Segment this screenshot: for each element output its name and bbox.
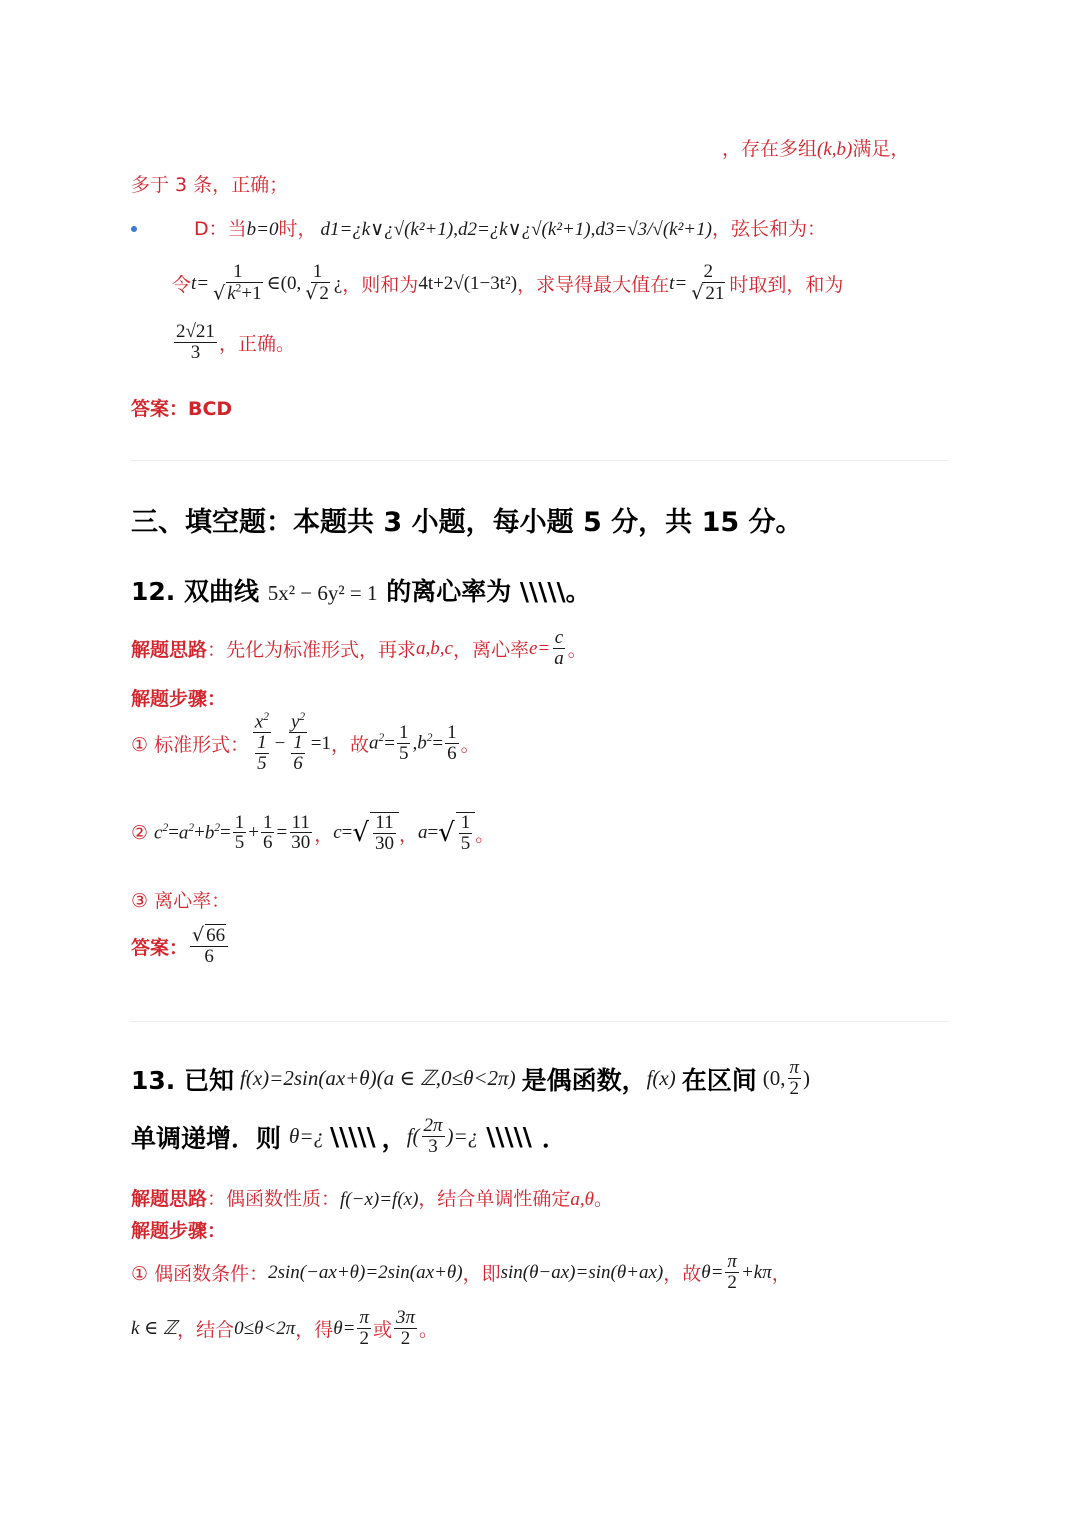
answer-label: 答案： xyxy=(131,937,189,960)
e-expr: e= xyxy=(528,637,551,659)
item-d-label: D：当 xyxy=(194,218,247,240)
step1-end: 。 xyxy=(460,734,480,757)
combine-text: ，结合 xyxy=(177,1319,235,1342)
or-text: 或 xyxy=(372,1319,392,1342)
q13-title: 13. 已知 f(x)=2sin(ax+θ)(a ∈ ℤ,0≤θ<2π) 是偶函数， f(x) 在区间 (0, $\frac{\pi}{2}$ ) xyxy=(131,1057,811,1099)
d2-expr: d2=¿k∨¿√(k²+1) xyxy=(457,219,591,240)
section3-title: 三、填空题：本题共 3 小题，每小题 5 分，共 15 分。 xyxy=(131,507,803,538)
x2-over-1-5: $\frac{x^2}{\frac{1}{5}}$ xyxy=(254,711,269,775)
theta-expr: θ=¿ xyxy=(289,1124,325,1149)
answer-fraction: $\frac{√ 66}{6}$ xyxy=(190,926,228,968)
get-text: ，得 xyxy=(295,1319,334,1342)
idea-vars: a,b,c xyxy=(416,637,453,659)
q12-step3: ③ 离心率： xyxy=(131,890,231,912)
blank-1: \\\\\ xyxy=(330,1122,376,1152)
idea-text: ：先化为标准形式，再求 xyxy=(207,639,417,662)
q13-step1: ① 偶函数条件： 2sin(−ax+θ)=2sin(ax+θ) ，即 sin(θ−ax)=sin(θ+ax) ，故 θ= $\frac{\pi}{2}$ +kπ ， xyxy=(131,1251,791,1293)
q12-equation: 5x² − 6y² = 1 xyxy=(267,581,378,605)
q13-line2-a: 单调递增．则 xyxy=(131,1123,282,1153)
line-more-than-3: 多于 3 条，正确； xyxy=(131,174,289,196)
idea-text: ：偶函数性质： xyxy=(207,1188,341,1210)
top-suffix: 满足， xyxy=(852,138,910,160)
q13-step1b: k ∈ ℤ ，结合 0≤θ<2π ，得 θ= $\frac{\pi}{2}$ 或 $\frac{3\pi}{2}$ 。 xyxy=(131,1307,439,1349)
step1-t3: ， xyxy=(771,1263,791,1286)
result-fraction: $\frac{2√21}{3}$ xyxy=(176,321,215,363)
bullet-icon xyxy=(131,226,137,232)
c-over-a: $\frac{c}{a}$ xyxy=(554,627,564,669)
kb-tuple: (k,b) xyxy=(817,139,853,160)
step1b-end: 。 xyxy=(419,1319,439,1342)
idea-text2: ，离心率 xyxy=(452,639,529,662)
idea-end: 。 xyxy=(594,1188,614,1210)
interval-close: ¿ xyxy=(333,272,343,294)
interval-open: ∈(0, xyxy=(266,273,302,295)
q12-suffix: 的离心率为 \\\\\。 xyxy=(386,577,591,606)
q12-step2: ② $c^2$ = $a^2$ + $b^2$ = $\frac{1}{5}$ + $\frac{1}{6}$ = $\frac{11}{30}$ ， c = √ $\frac{11}{30}$ ， a = √ $\frac{1}{5}$ 。 xyxy=(131,811,495,854)
item-d-cond: b=0 xyxy=(246,219,279,240)
q12-prefix: 12. 双曲线 xyxy=(131,577,259,606)
let-tail: 时取到，和为 xyxy=(729,274,844,297)
idea-label: 解题思路 xyxy=(131,1188,208,1210)
result-tail: ，正确。 xyxy=(218,333,295,356)
top-prefix: ，存在多组 xyxy=(722,138,818,160)
result-line xyxy=(172,322,295,364)
f-close: )=¿ xyxy=(446,1124,479,1149)
f-open: f( xyxy=(406,1124,420,1149)
step1-t2: ，故 xyxy=(663,1263,702,1286)
let-mid: ，则和为 xyxy=(342,274,419,297)
idea-label: 解题思路 xyxy=(131,639,208,662)
step1-mid: ，故 xyxy=(331,734,370,757)
top-fragment xyxy=(722,134,909,161)
theta-eq: θ= xyxy=(333,1317,356,1339)
step2-end: 。 xyxy=(475,823,495,846)
q13-end: ． xyxy=(541,1123,567,1153)
q12-idea xyxy=(131,628,587,670)
item-d-when: 时， xyxy=(278,218,317,240)
comma: ， xyxy=(381,1123,407,1153)
idea-expr: f(−x)=f(x) xyxy=(340,1189,419,1210)
y2-over-1-6: $\frac{y^2}{\frac{1}{6}}$ xyxy=(290,711,306,775)
q13-prefix: 13. 已知 xyxy=(131,1065,234,1095)
divider xyxy=(130,1021,948,1022)
step1-label: ① 偶函数条件： xyxy=(131,1263,269,1286)
k-in-z: k ∈ ℤ xyxy=(131,1318,178,1340)
blank-2: \\\\\ xyxy=(486,1122,532,1152)
step2-label: ② xyxy=(131,822,149,845)
q13-fx: f(x) xyxy=(646,1066,676,1091)
q13-mid2: 在区间 xyxy=(681,1065,757,1095)
item-d-tail: ，弦长和为： xyxy=(711,218,826,240)
step1-t1: ，即 xyxy=(462,1263,501,1286)
idea-vars: a,θ xyxy=(570,1189,595,1210)
d3-expr: d3=√3/√(k²+1) xyxy=(595,219,712,240)
sum-expr: 4t+2√(1−3t²) xyxy=(418,272,518,294)
t-expr: t= xyxy=(191,272,210,294)
d1-expr: d1=¿k∨¿√(k²+1) xyxy=(320,219,454,240)
let-line xyxy=(172,262,843,305)
step1-e1: 2sin(−ax+θ)=2sin(ax+θ) xyxy=(268,1261,463,1283)
answer-11: 答案：BCD xyxy=(131,398,233,420)
q13-steps-label: 解题步骤： xyxy=(131,1220,227,1242)
q12-step1: ① 标准形式： $\frac{x^2}{\frac{1}{5}}$ − $\frac{y^2}{\frac{1}{6}}$ =1 ，故 $a^2$ = $\frac{1}{5}$ , $b^2$ = $\frac{1}{6}$ 。 xyxy=(131,711,480,775)
q13-mid: 是偶函数， xyxy=(521,1065,647,1095)
q12-steps-label: 解题步骤： xyxy=(131,688,227,710)
q12-title xyxy=(131,572,591,608)
t-fraction: $\frac{1}{√ k^2+1}$ xyxy=(213,261,262,305)
q13-idea xyxy=(131,1184,613,1211)
item-d: D：当b=0时， d1=¿k∨¿√(k²+1),d2=¿k∨¿√(k²+1),d3=√3/√(k²+1)，弦长和为： xyxy=(194,218,826,240)
divider xyxy=(130,460,948,461)
step1-e2: sin(θ−ax)=sin(θ+ax) xyxy=(500,1261,664,1283)
idea-text2: ，结合单调性确定 xyxy=(418,1188,571,1210)
let-mid2: ，求导得最大值在 xyxy=(517,274,670,297)
step1-label: ① 标准形式： xyxy=(131,734,250,757)
idea-end: 。 xyxy=(567,639,587,662)
step1-e3: θ= xyxy=(701,1261,724,1283)
one-over-root2: $\frac{1}{√ 2}$ xyxy=(305,261,329,305)
q13-line2: 单调递增．则 θ=¿ \\\\\ ， f( $\frac{2\pi}{3}$ )=¿ \\\\\ ． xyxy=(131,1115,567,1157)
let-prefix: 令 xyxy=(172,274,192,297)
theta-range: 0≤θ<2π xyxy=(234,1317,296,1339)
t-max-fraction: $\frac{2}{√ 21}$ xyxy=(691,261,725,305)
q12-answer xyxy=(131,926,230,968)
step1-e4: +kπ xyxy=(740,1261,772,1283)
q13-expr: f(x)=2sin(ax+θ)(a ∈ ℤ,0≤θ<2π) xyxy=(240,1066,516,1091)
t2-expr: t= xyxy=(669,272,688,294)
